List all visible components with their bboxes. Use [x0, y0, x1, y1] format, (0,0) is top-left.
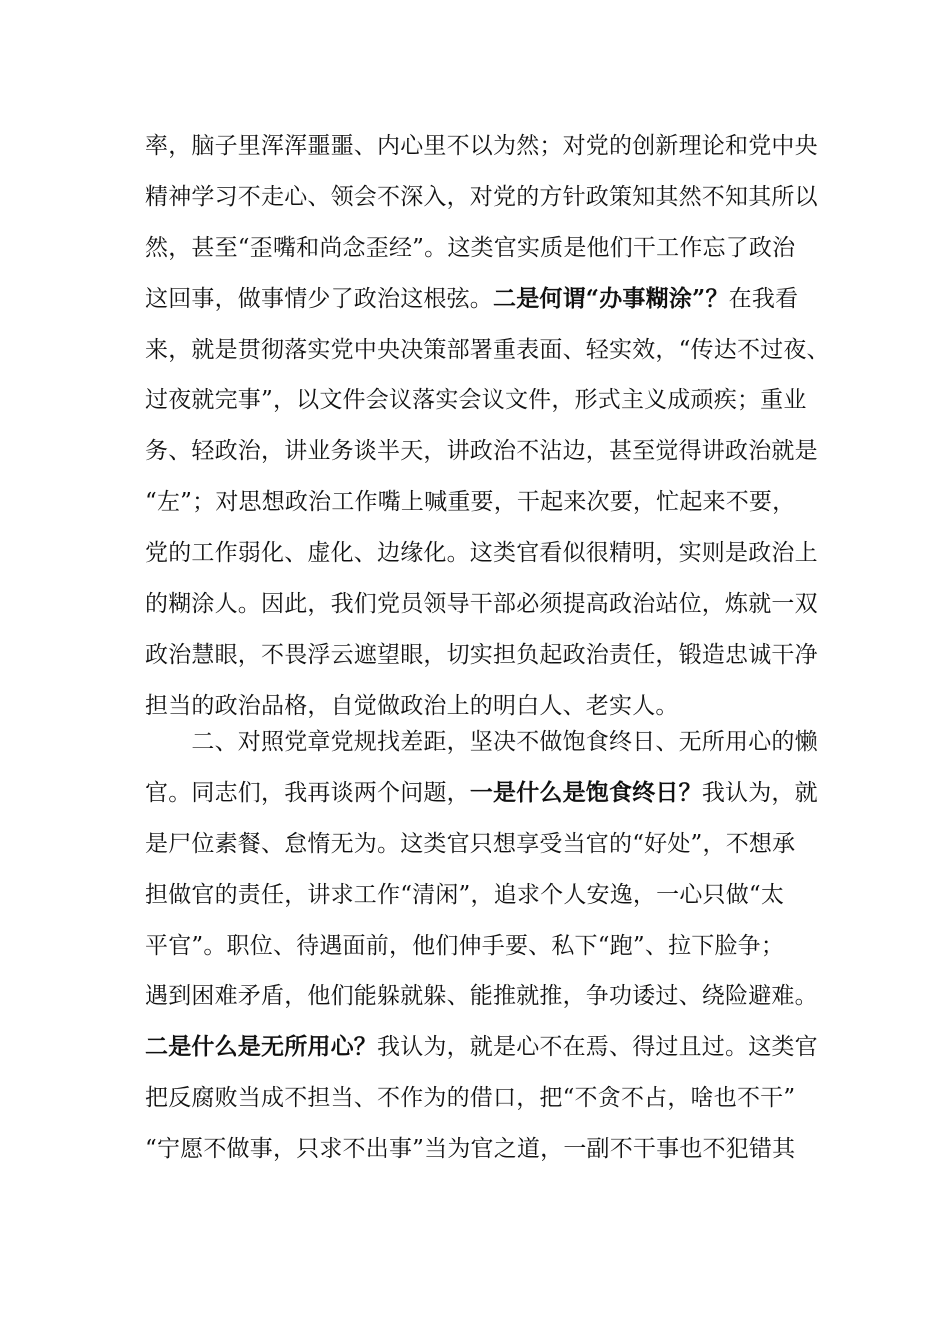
bold-text-segment: 一是什么是饱食终日？ [469, 778, 702, 806]
paragraph-political-awareness [145, 121, 830, 732]
text-segment: 政治慧眼，不畏浮云遮望眼，切实担负起政治责任，锻造忠诚干净 [145, 641, 818, 668]
text-segment: 官。同志们，我再谈两个问题， [145, 779, 470, 806]
text-line [145, 325, 830, 376]
text-segment: 党的工作弱化、虚化、边缘化。这类官看似很精明，实则是政治上 [145, 540, 818, 567]
text-line [145, 717, 818, 768]
text-line [145, 528, 818, 579]
text-segment: 来，就是贯彻落实党中央决策部署重表面、轻实效，“传达不过夜、 [145, 336, 830, 363]
text-line [145, 630, 818, 681]
text-line [145, 223, 805, 274]
text-line [145, 579, 818, 630]
text-segment: 精神学习不走心、领会不深入，对党的方针政策知其然不知其所以 [145, 183, 818, 210]
text-line [145, 870, 805, 921]
text-segment: 把反腐败当成不担当、不作为的借口，把“不贪不占，啥也不干” [145, 1085, 796, 1112]
text-segment: 担当的政治品格，自觉做政治上的明白人、老实人。 [145, 692, 679, 719]
text-segment: 担做官的责任，讲求工作“清闲”，追求个人安逸，一心只做“太 [145, 881, 785, 908]
text-line [145, 274, 805, 325]
text-segment: 然，甚至“歪嘴和尚念歪经”。这类官实质是他们干工作忘了政治 [145, 234, 796, 261]
text-segment: 过夜就完事”，以文件会议落实会议文件，形式主义成顽疾；重业 [145, 387, 807, 414]
text-line [145, 971, 818, 1022]
text-line [145, 426, 818, 477]
text-segment: 我认为，就 [701, 779, 818, 806]
text-segment: 二、对照党章党规找差距，坚决不做饱食终日、无所用心的懒 [145, 729, 818, 755]
text-line [145, 477, 805, 528]
text-line [145, 121, 818, 172]
text-line [145, 375, 805, 426]
bold-text-segment: 二是何谓“办事糊涂”？ [493, 284, 729, 312]
text-line [145, 921, 805, 972]
text-segment: “左”；对思想政治工作嘴上喊重要，干起来次要，忙起来不要， [145, 489, 796, 516]
text-line [145, 172, 818, 223]
text-line [145, 1022, 818, 1073]
text-segment: 是尸位素餐、怠惰无为。这类官只想享受当官的“好处”，不想承 [145, 830, 796, 857]
text-line [145, 1124, 805, 1175]
text-segment: “宁愿不做事，只求不出事”当为官之道，一副不干事也不犯错其 [145, 1136, 796, 1163]
text-line [145, 819, 805, 870]
text-line [145, 1073, 805, 1124]
text-segment: 的糊涂人。因此，我们党员领导干部必须提高政治站位，炼就一双 [145, 591, 818, 618]
text-segment: 在我看 [728, 285, 799, 312]
text-segment: 率，脑子里浑浑噩噩、内心里不以为然；对党的创新理论和党中央 [145, 133, 818, 159]
text-segment: 遇到困难矛盾，他们能躲就躲、能推就推，争功诿过、绕险避难。 [145, 983, 818, 1010]
text-segment: 这回事，做事情少了政治这根弦。 [145, 285, 493, 312]
bold-text-segment: 二是什么是无所用心？ [145, 1033, 377, 1061]
text-segment: 平官”。职位、待遇面前，他们伸手要、私下“跑”、拉下脸争； [145, 932, 785, 959]
text-segment: 我认为，就是心不在焉、得过且过。这类官 [377, 1034, 818, 1061]
text-line [145, 768, 818, 819]
text-segment: 务、轻政治，讲业务谈半天，讲政治不沾边，甚至觉得讲政治就是 [145, 438, 818, 465]
paragraph-lazy-officials [145, 717, 818, 1175]
